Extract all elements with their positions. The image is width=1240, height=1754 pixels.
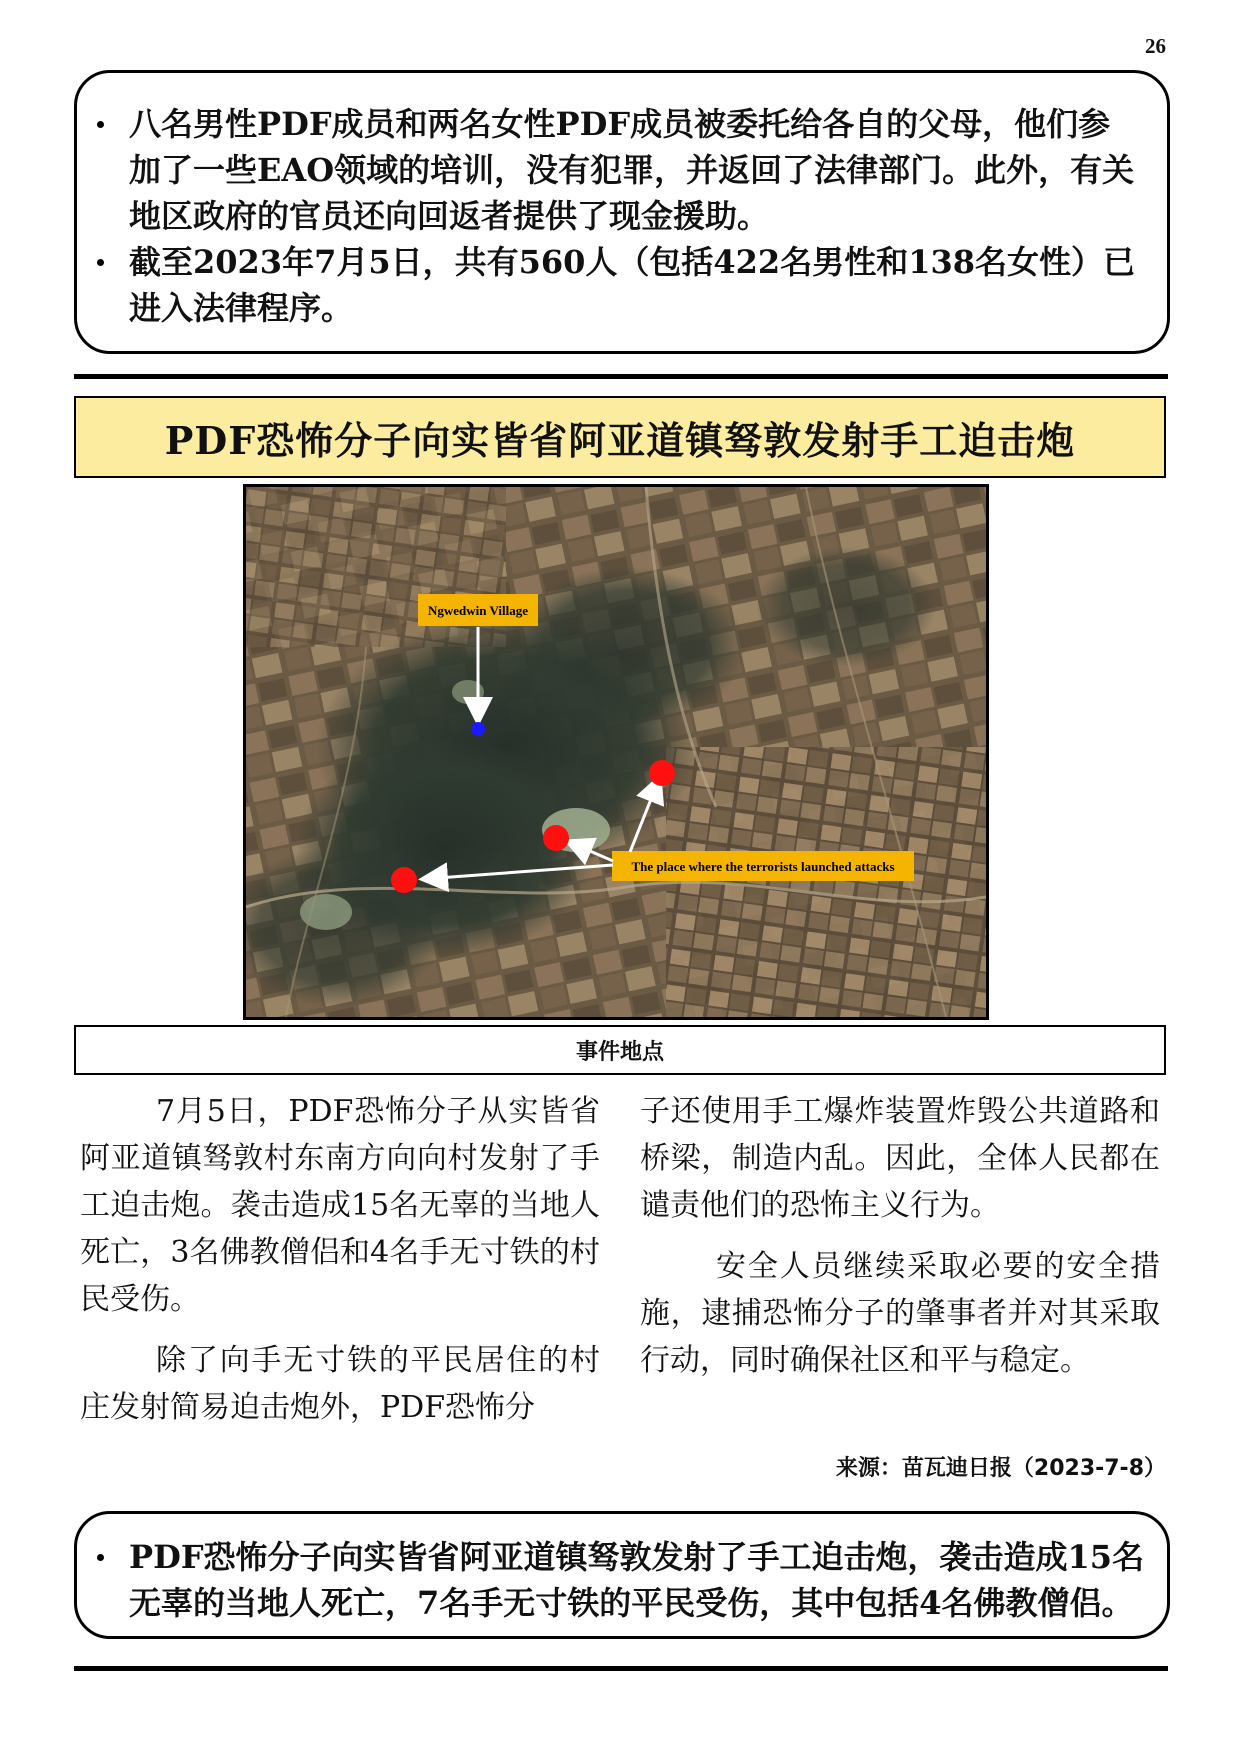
summary-bullet: 截至2023年7月5日，共有560人（包括422名男性和138名女性）已进入法律程序。 bbox=[77, 239, 1141, 331]
summary-bullet: 八名男性PDF成员和两名女性PDF成员被委托给各自的父母，他们参加了一些EAO领域的培训，没有犯罪，并返回了法律部门。此外，有关地区政府的官员还向回返者提供了现金援助。 bbox=[77, 101, 1141, 239]
footer-divider bbox=[74, 1666, 1168, 1671]
article-column-left bbox=[80, 1088, 600, 1445]
article-paragraph: 安全人员继续采取必要的安全措施，逮捕恐怖分子的肇事者并对其采取行动，同时确保社区和平与稳定。 bbox=[640, 1249, 1160, 1378]
summary-box-bottom bbox=[74, 1511, 1170, 1639]
page-number: 26 bbox=[1145, 34, 1166, 58]
article-paragraph: 除了向手无寸铁的平民居住的村庄发射简易迫击炮外，PDF恐怖分 bbox=[80, 1343, 600, 1425]
article-paragraph-continuation: 子还使用手工爆炸装置炸毁公共道路和桥梁，制造内乱。因此，全体人民都在谴责他们的恐怖主义行为。 bbox=[640, 1094, 1160, 1223]
attack-label bbox=[612, 851, 914, 881]
article-title: PDF恐怖分子向实皆省阿亚道镇驽敦发射手工迫击炮 bbox=[74, 396, 1166, 478]
village-label bbox=[418, 594, 538, 626]
village-label-text: Ngwedwin Village bbox=[427, 603, 529, 618]
article-paragraph-continued bbox=[640, 1088, 1160, 1229]
attack-label-text: The place where the terrorists launched attacks bbox=[631, 859, 895, 874]
attack-marker bbox=[543, 825, 569, 851]
attack-marker bbox=[391, 867, 417, 893]
section-divider bbox=[74, 374, 1168, 379]
map-caption: 事件地点 bbox=[74, 1025, 1166, 1075]
attack-marker bbox=[649, 760, 675, 786]
summary-bullet: PDF恐怖分子向实皆省阿亚道镇驽敦发射了手工迫击炮，袭击造成15名无辜的当地人死亡，7名手无寸铁的平民受伤，其中包括4名佛教僧侣。 bbox=[77, 1534, 1149, 1626]
source-citation: 来源：苗瓦迪日报（2023-7-8） bbox=[835, 1456, 1166, 1481]
article-paragraph: 7月5日，PDF恐怖分子从实皆省阿亚道镇驽敦村东南方向向村发射了手工迫击炮。袭击造成15名无辜的当地人死亡，3名佛教僧侣和4名手无寸铁的村民受伤。 bbox=[80, 1094, 600, 1317]
summary-list-bottom bbox=[77, 1534, 1149, 1626]
summary-list-top bbox=[77, 101, 1141, 331]
article-column-right bbox=[640, 1088, 1160, 1398]
summary-box-top bbox=[74, 70, 1170, 354]
satellite-map bbox=[243, 484, 989, 1020]
village-marker bbox=[471, 722, 485, 736]
